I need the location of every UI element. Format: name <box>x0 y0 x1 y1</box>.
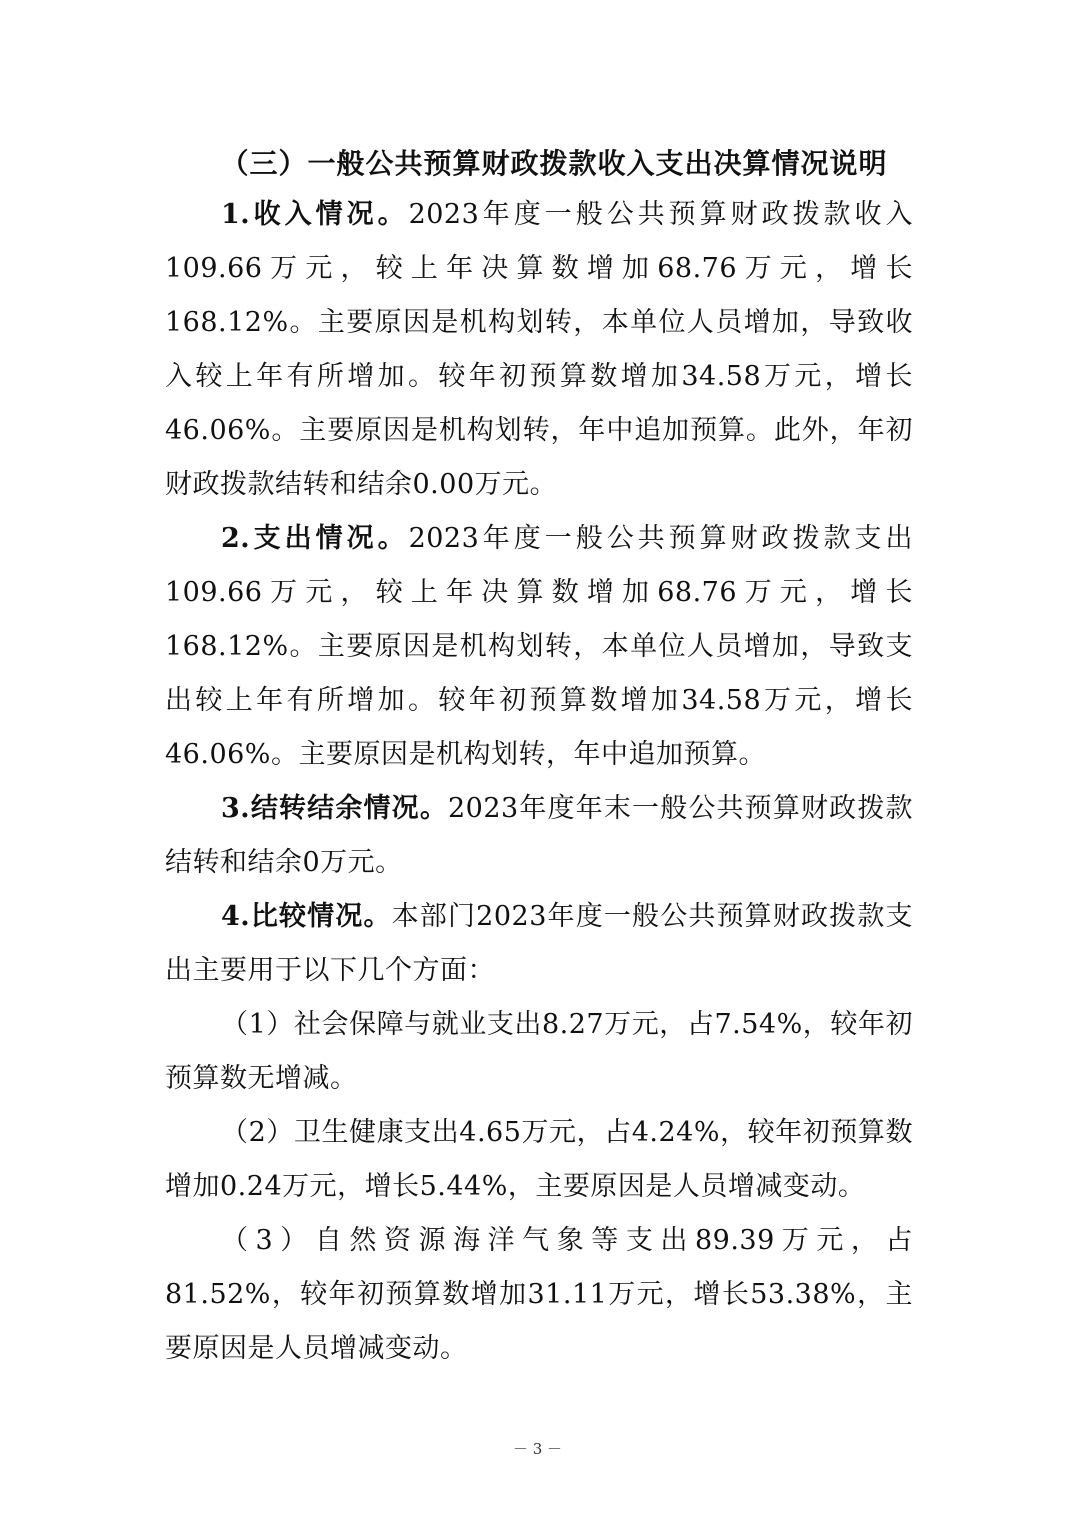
list-item-health: （2）卫生健康支出4.65万元，占4.24%，较年初预算数增加0.24万元，增长5.44%，主要原因是人员增减变动。 <box>165 1117 913 1202</box>
paragraph-lead: 1.收入情况。 <box>221 199 409 230</box>
paragraph-comparison <box>165 890 913 998</box>
paragraph-lead: 3.结转结余情况。 <box>221 793 448 824</box>
paragraph-carryover <box>165 782 913 890</box>
list-item-natural-resources: （3）自然资源海洋气象等支出89.39万元，占81.52%，较年初预算数增加31.11万元，增长53.38%，主要原因是人员增减变动。 <box>165 1225 913 1364</box>
paragraph-expenditure <box>165 512 913 782</box>
paragraph-text: 本部门2023年度一般公共预算财政拨款支出主要用于以下几个方面： <box>165 901 913 986</box>
page-number: － 3 － <box>512 1440 563 1458</box>
section-title: （三）一般公共预算财政拨款收入支出决算情况说明 <box>220 147 888 180</box>
paragraph-text: 2023年度年末一般公共预算财政拨款结转和结余0万元。 <box>165 793 913 878</box>
document-body <box>165 140 913 1376</box>
paragraph-lead: 2.支出情况。 <box>221 523 409 554</box>
paragraph-lead: 4.比较情况。 <box>221 901 392 932</box>
list-item-social-security: （1）社会保障与就业支出8.27万元，占7.54%，较年初预算数无增减。 <box>165 1009 913 1094</box>
paragraph-text: 2023年度一般公共预算财政拨款收入109.66万元，较上年决算数增加68.76万元，增长168.12%。主要原因是机构划转，本单位人员增加，导致收入较上年有所增加。较年初预算数增加34.58万元，增长46.06%。主要原因是机构划转，年中追加预算。此外，年初财政拨款结转和结余0.00万元。 <box>165 199 914 500</box>
paragraph-income <box>165 188 913 512</box>
paragraph-text: 2023年度一般公共预算财政拨款支出109.66万元，较上年决算数增加68.76万元，增长168.12%。主要原因是机构划转，本单位人员增加，导致支出较上年有所增加。较年初预算数增加34.58万元，增长46.06%。主要原因是机构划转，年中追加预算。 <box>165 523 914 770</box>
